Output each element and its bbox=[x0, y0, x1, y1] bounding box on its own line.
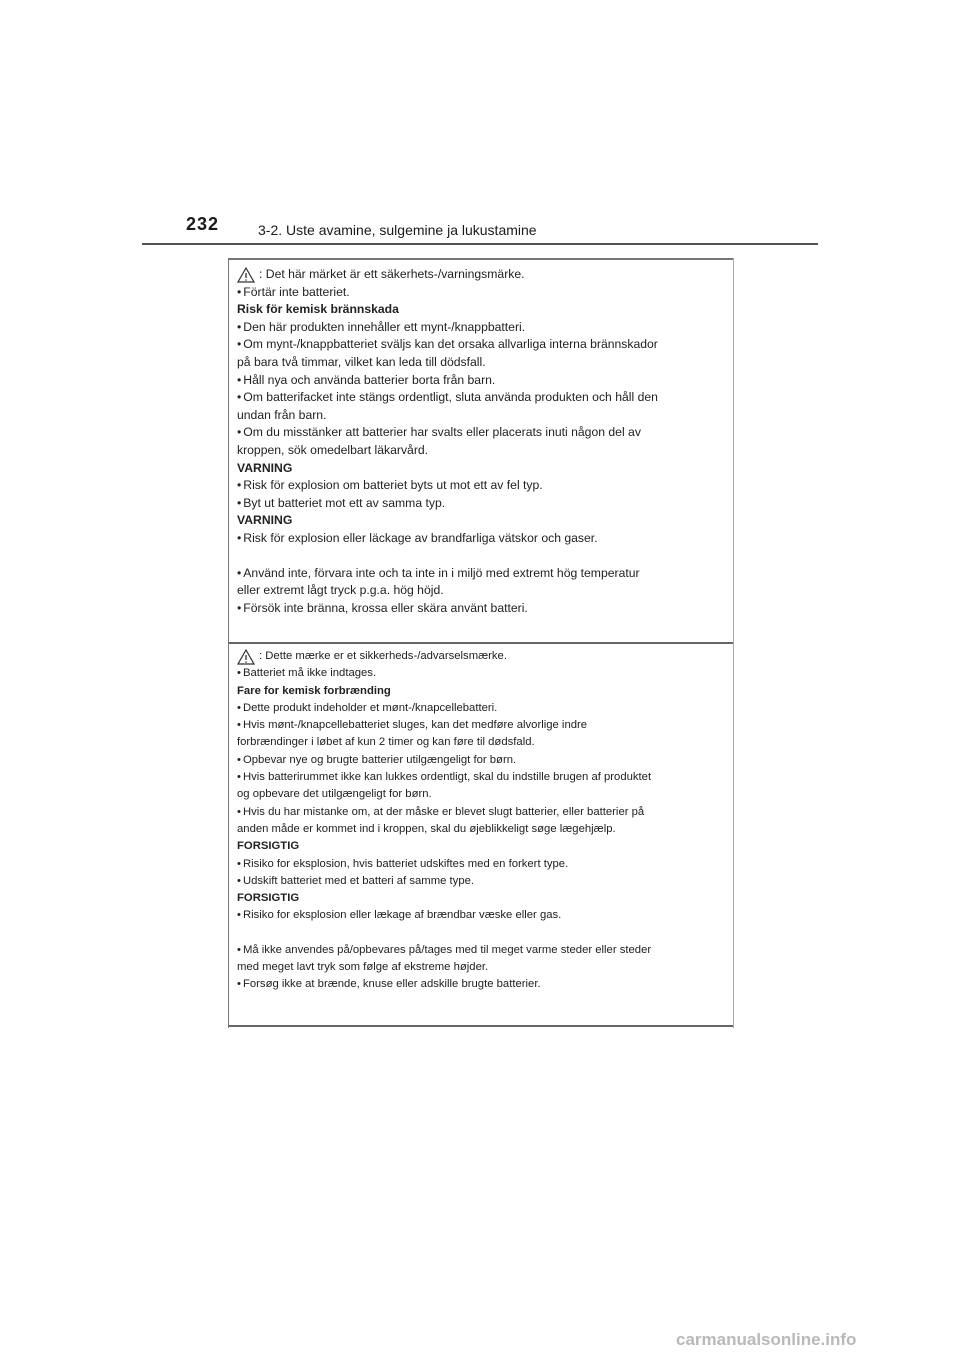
swedish-heading: Risk för kemisk brännskada bbox=[237, 302, 399, 317]
swedish-line: kroppen, sök omedelbart läkarvård. bbox=[237, 442, 429, 457]
danish-line: • Opbevar nye og brugte batterier utilgængeligt for børn. bbox=[237, 752, 725, 769]
swedish-line: • Om batterifacket inte stängs ordentligt, sluta använda produkten och håll den bbox=[237, 389, 725, 407]
danish-heading: Fare for kemisk forbrænding bbox=[237, 684, 391, 697]
danish-line: og opbevare det utilgængeligt for børn. bbox=[237, 788, 432, 801]
danish-line: • Batteriet må ikke indtages. bbox=[237, 665, 725, 682]
danish-line: • Forsøg ikke at brænde, knuse eller adskille brugte batterier. bbox=[237, 976, 725, 993]
warning-triangle-icon bbox=[237, 267, 255, 283]
swedish-heading: VARNING bbox=[237, 513, 293, 528]
swedish-line: • Risk för explosion eller läckage av brandfarliga vätskor och gaser. bbox=[237, 530, 725, 548]
header-rule bbox=[142, 243, 818, 245]
warning-triangle-icon bbox=[237, 649, 255, 665]
danish-line: med meget lavt tryk som følge af ekstreme højder. bbox=[237, 961, 489, 974]
danish-line: anden måde er kommet ind i kroppen, skal du øjeblikkeligt søge lægehjælp. bbox=[237, 822, 616, 835]
swedish-warning-mark-line bbox=[237, 266, 725, 284]
swedish-line: på bara två timmar, vilket kan leda till dödsfall. bbox=[237, 354, 486, 369]
swedish-line: • Förtär inte batteriet. bbox=[237, 284, 725, 302]
danish-line: • Hvis mønt-/knapcellebatteriet sluges, kan det medføre alvorlige indre bbox=[237, 717, 725, 734]
danish-warning-mark-line bbox=[237, 648, 725, 665]
swedish-line: • Risk för explosion om batteriet byts ut mot ett av fel typ. bbox=[237, 477, 725, 495]
scan-top-border bbox=[229, 258, 733, 260]
danish-line: • Risiko for eksplosion eller lækage af brændbar væske eller gas. bbox=[237, 907, 725, 924]
swedish-line: • Om mynt-/knappbatteriet sväljs kan det orsaka allvarliga interna brännskador bbox=[237, 336, 725, 354]
page-number: 232 bbox=[186, 214, 220, 234]
danish-line: • Risiko for eksplosion, hvis batteriet udskiftes med en forkert type. bbox=[237, 856, 725, 873]
swedish-warning-mark-text: : Det här märket är ett säkerhets-/varningsmärke. bbox=[259, 267, 525, 281]
danish-line: • Udskift batteriet med et batteri af samme type. bbox=[237, 873, 725, 890]
spacer bbox=[237, 925, 725, 942]
danish-heading: FORSIGTIG bbox=[237, 840, 300, 853]
danish-line: • Hvis batterirummet ikke kan lukkes ordentligt, skal du indstille brugen af produktet bbox=[237, 769, 725, 786]
swedish-line: • Byt ut batteriet mot ett av samma typ. bbox=[237, 495, 725, 513]
bottom-divider bbox=[229, 1025, 733, 1027]
scanned-label-image bbox=[228, 258, 734, 1028]
swedish-line: • Försök inte bränna, krossa eller skära använt batteri. bbox=[237, 600, 725, 618]
danish-warning-block bbox=[237, 648, 725, 994]
spacer bbox=[237, 548, 725, 565]
danish-line: • Dette produkt indeholder et mønt-/knapcellebatteri. bbox=[237, 700, 725, 717]
page-header bbox=[0, 0, 960, 250]
danish-line: • Må ikke anvendes på/opbevares på/tages med til meget varme steder eller steder bbox=[237, 942, 725, 959]
swedish-warning-block bbox=[237, 266, 725, 617]
swedish-line: eller extremt lågt tryck p.g.a. hög höjd. bbox=[237, 583, 444, 598]
swedish-line: • Den här produkten innehåller ett mynt-/knappbatteri. bbox=[237, 319, 725, 337]
swedish-line: • Använd inte, förvara inte och ta inte in i miljö med extremt hög temperatur bbox=[237, 565, 725, 583]
swedish-heading: VARNING bbox=[237, 460, 293, 475]
danish-heading: FORSIGTIG bbox=[237, 892, 300, 905]
danish-line: • Hvis du har mistanke om, at der måske er blevet slugt batterier, eller batterier på bbox=[237, 804, 725, 821]
site-watermark: carmanualsonline.info bbox=[676, 1330, 857, 1349]
swedish-line: • Håll nya och använda batterier borta från barn. bbox=[237, 372, 725, 390]
danish-warning-mark-text: : Dette mærke er et sikkerheds-/advarselsmærke. bbox=[259, 650, 507, 662]
section-title: 3-2. Uste avamine, sulgemine ja lukustamine bbox=[258, 222, 537, 238]
section-divider bbox=[229, 642, 733, 644]
danish-line: forbrændinger i løbet af kun 2 timer og kan føre til dødsfald. bbox=[237, 736, 535, 749]
swedish-line: • Om du misstänker att batterier har svalts eller placerats inuti någon del av bbox=[237, 424, 725, 442]
swedish-line: undan från barn. bbox=[237, 407, 327, 422]
